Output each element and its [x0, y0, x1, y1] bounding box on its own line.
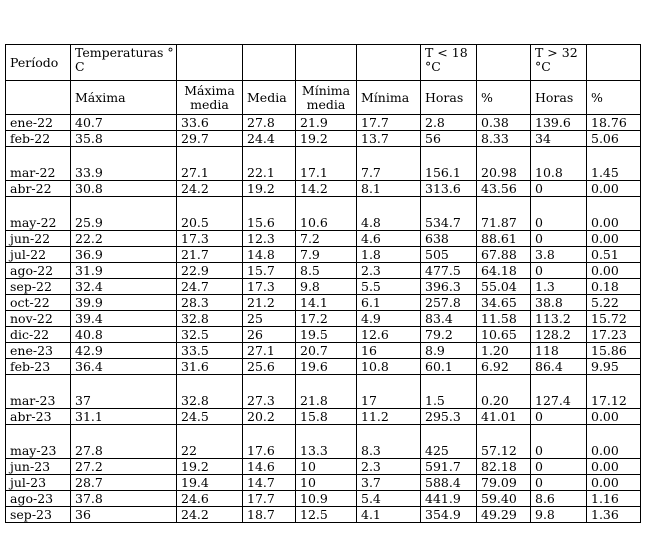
value-cell: 156.1 [421, 147, 477, 181]
value-cell: 40.8 [71, 327, 177, 343]
value-cell: 0 [531, 425, 587, 459]
value-cell: 9.8 [531, 507, 587, 523]
value-cell: 1.5 [421, 375, 477, 409]
value-cell: 118 [531, 343, 587, 359]
value-cell: 14.2 [296, 181, 357, 197]
table-row [6, 375, 641, 409]
value-cell: 313.6 [421, 181, 477, 197]
value-cell: 7.7 [357, 147, 421, 181]
header-cell-empty [357, 45, 421, 81]
value-cell: 36.9 [71, 247, 177, 263]
value-cell: 12.6 [357, 327, 421, 343]
value-cell: 33.6 [177, 115, 243, 131]
value-cell: 6.92 [477, 359, 531, 375]
value-cell: 396.3 [421, 279, 477, 295]
value-cell: 4.8 [357, 197, 421, 231]
value-cell: 0.00 [587, 197, 641, 231]
period-cell: may-22 [6, 197, 71, 231]
period-cell: ago-22 [6, 263, 71, 279]
value-cell: 0 [531, 197, 587, 231]
table-row [6, 359, 641, 375]
table-row [6, 197, 641, 231]
value-cell: 82.18 [477, 459, 531, 475]
value-cell: 8.33 [477, 131, 531, 147]
value-cell: 19.4 [177, 475, 243, 491]
header-cell-below-18: T < 18 °C [421, 45, 477, 81]
table-row [6, 491, 641, 507]
value-cell: 9.95 [587, 359, 641, 375]
value-cell: 55.04 [477, 279, 531, 295]
value-cell: 24.7 [177, 279, 243, 295]
header-cell-empty [177, 45, 243, 81]
value-cell: 0.00 [587, 231, 641, 247]
table-row [6, 115, 641, 131]
value-cell: 20.98 [477, 147, 531, 181]
value-cell: 425 [421, 425, 477, 459]
value-cell: 19.6 [296, 359, 357, 375]
value-cell: 3.7 [357, 475, 421, 491]
header-cell-empty [6, 81, 71, 115]
header-cell-mean: Media [243, 81, 296, 115]
period-cell: jul-23 [6, 475, 71, 491]
value-cell: 33.9 [71, 147, 177, 181]
period-cell: ene-22 [6, 115, 71, 131]
header-cell-empty [243, 45, 296, 81]
value-cell: 17.2 [296, 311, 357, 327]
value-cell: 10.9 [296, 491, 357, 507]
header-cell-hours-above: Horas [531, 81, 587, 115]
value-cell: 11.2 [357, 409, 421, 425]
value-cell: 14.7 [243, 475, 296, 491]
value-cell: 15.7 [243, 263, 296, 279]
value-cell: 8.9 [421, 343, 477, 359]
value-cell: 18.76 [587, 115, 641, 131]
value-cell: 15.86 [587, 343, 641, 359]
value-cell: 5.5 [357, 279, 421, 295]
value-cell: 27.8 [71, 425, 177, 459]
value-cell: 27.1 [243, 343, 296, 359]
value-cell: 113.2 [531, 311, 587, 327]
value-cell: 19.5 [296, 327, 357, 343]
value-cell: 83.4 [421, 311, 477, 327]
value-cell: 38.8 [531, 295, 587, 311]
value-cell: 39.4 [71, 311, 177, 327]
value-cell: 25 [243, 311, 296, 327]
value-cell: 17.3 [243, 279, 296, 295]
period-cell: dic-22 [6, 327, 71, 343]
table-row [6, 327, 641, 343]
value-cell: 39.9 [71, 295, 177, 311]
value-cell: 14.6 [243, 459, 296, 475]
value-cell: 9.8 [296, 279, 357, 295]
header-cell-pct-below: % [477, 81, 531, 115]
value-cell: 441.9 [421, 491, 477, 507]
header-cell-empty [296, 45, 357, 81]
table-row [6, 147, 641, 181]
value-cell: 5.4 [357, 491, 421, 507]
value-cell: 21.7 [177, 247, 243, 263]
period-cell: oct-22 [6, 295, 71, 311]
table-row [6, 247, 641, 263]
value-cell: 86.4 [531, 359, 587, 375]
period-cell: may-23 [6, 425, 71, 459]
value-cell: 21.8 [296, 375, 357, 409]
value-cell: 0.20 [477, 375, 531, 409]
value-cell: 19.2 [243, 181, 296, 197]
value-cell: 22.9 [177, 263, 243, 279]
table-row [6, 279, 641, 295]
value-cell: 17.3 [177, 231, 243, 247]
value-cell: 3.8 [531, 247, 587, 263]
value-cell: 534.7 [421, 197, 477, 231]
value-cell: 12.5 [296, 507, 357, 523]
period-cell: jun-22 [6, 231, 71, 247]
header-cell-above-32: T > 32 °C [531, 45, 587, 81]
value-cell: 24.6 [177, 491, 243, 507]
header-cell-empty [587, 45, 641, 81]
value-cell: 16 [357, 343, 421, 359]
value-cell: 15.8 [296, 409, 357, 425]
table-row [6, 507, 641, 523]
value-cell: 12.3 [243, 231, 296, 247]
header-cell-empty [477, 45, 531, 81]
value-cell: 36 [71, 507, 177, 523]
value-cell: 13.3 [296, 425, 357, 459]
value-cell: 127.4 [531, 375, 587, 409]
value-cell: 27.2 [71, 459, 177, 475]
value-cell: 42.9 [71, 343, 177, 359]
period-cell: nov-22 [6, 311, 71, 327]
value-cell: 0 [531, 475, 587, 491]
value-cell: 0 [531, 231, 587, 247]
table-row [6, 409, 641, 425]
value-cell: 1.3 [531, 279, 587, 295]
value-cell: 11.58 [477, 311, 531, 327]
period-cell: feb-23 [6, 359, 71, 375]
table-row [6, 181, 641, 197]
value-cell: 6.1 [357, 295, 421, 311]
value-cell: 32.4 [71, 279, 177, 295]
value-cell: 638 [421, 231, 477, 247]
value-cell: 21.2 [243, 295, 296, 311]
value-cell: 28.7 [71, 475, 177, 491]
table-row [6, 425, 641, 459]
period-cell: sep-22 [6, 279, 71, 295]
value-cell: 27.8 [243, 115, 296, 131]
header-cell-hours-below: Horas [421, 81, 477, 115]
value-cell: 15.6 [243, 197, 296, 231]
value-cell: 1.20 [477, 343, 531, 359]
value-cell: 22 [177, 425, 243, 459]
value-cell: 588.4 [421, 475, 477, 491]
value-cell: 128.2 [531, 327, 587, 343]
value-cell: 17.12 [587, 375, 641, 409]
value-cell: 24.5 [177, 409, 243, 425]
value-cell: 8.6 [531, 491, 587, 507]
table-row [6, 295, 641, 311]
value-cell: 20.7 [296, 343, 357, 359]
value-cell: 10 [296, 475, 357, 491]
header-cell-max: Máxima [71, 81, 177, 115]
period-cell: feb-22 [6, 131, 71, 147]
header-cell-pct-above: % [587, 81, 641, 115]
value-cell: 27.3 [243, 375, 296, 409]
value-cell: 139.6 [531, 115, 587, 131]
value-cell: 2.3 [357, 263, 421, 279]
value-cell: 21.9 [296, 115, 357, 131]
value-cell: 591.7 [421, 459, 477, 475]
value-cell: 4.6 [357, 231, 421, 247]
value-cell: 0 [531, 409, 587, 425]
table-row [6, 475, 641, 491]
value-cell: 32.5 [177, 327, 243, 343]
value-cell: 14.1 [296, 295, 357, 311]
value-cell: 19.2 [296, 131, 357, 147]
value-cell: 34 [531, 131, 587, 147]
table-row [6, 311, 641, 327]
header-row-columns [6, 81, 641, 115]
value-cell: 17.6 [243, 425, 296, 459]
value-cell: 10.8 [531, 147, 587, 181]
value-cell: 4.1 [357, 507, 421, 523]
value-cell: 64.18 [477, 263, 531, 279]
value-cell: 0.00 [587, 181, 641, 197]
period-cell: abr-22 [6, 181, 71, 197]
value-cell: 7.9 [296, 247, 357, 263]
value-cell: 0 [531, 181, 587, 197]
value-cell: 17.1 [296, 147, 357, 181]
temperature-table [5, 44, 641, 523]
table-row [6, 231, 641, 247]
header-cell-min-mean: Mínima media [296, 81, 357, 115]
value-cell: 56 [421, 131, 477, 147]
value-cell: 10.6 [296, 197, 357, 231]
value-cell: 10.8 [357, 359, 421, 375]
value-cell: 27.1 [177, 147, 243, 181]
value-cell: 17.7 [357, 115, 421, 131]
value-cell: 32.8 [177, 311, 243, 327]
value-cell: 354.9 [421, 507, 477, 523]
period-cell: sep-23 [6, 507, 71, 523]
header-cell-period: Período [6, 45, 71, 81]
value-cell: 13.7 [357, 131, 421, 147]
value-cell: 0.38 [477, 115, 531, 131]
value-cell: 17 [357, 375, 421, 409]
period-cell: jul-22 [6, 247, 71, 263]
value-cell: 19.2 [177, 459, 243, 475]
value-cell: 5.22 [587, 295, 641, 311]
value-cell: 477.5 [421, 263, 477, 279]
value-cell: 18.7 [243, 507, 296, 523]
value-cell: 8.3 [357, 425, 421, 459]
value-cell: 17.7 [243, 491, 296, 507]
value-cell: 49.29 [477, 507, 531, 523]
header-cell-max-mean: Máxima media [177, 81, 243, 115]
value-cell: 15.72 [587, 311, 641, 327]
value-cell: 0.18 [587, 279, 641, 295]
value-cell: 40.7 [71, 115, 177, 131]
period-cell: abr-23 [6, 409, 71, 425]
value-cell: 59.40 [477, 491, 531, 507]
value-cell: 14.8 [243, 247, 296, 263]
temperature-table-container [5, 44, 640, 523]
value-cell: 1.16 [587, 491, 641, 507]
value-cell: 1.8 [357, 247, 421, 263]
value-cell: 30.8 [71, 181, 177, 197]
value-cell: 37 [71, 375, 177, 409]
table-row [6, 459, 641, 475]
value-cell: 4.9 [357, 311, 421, 327]
header-cell-temperatures: Temperaturas °C [71, 45, 177, 81]
value-cell: 29.7 [177, 131, 243, 147]
period-cell: ene-23 [6, 343, 71, 359]
value-cell: 17.23 [587, 327, 641, 343]
value-cell: 79.2 [421, 327, 477, 343]
value-cell: 505 [421, 247, 477, 263]
value-cell: 25.6 [243, 359, 296, 375]
value-cell: 32.8 [177, 375, 243, 409]
value-cell: 10.65 [477, 327, 531, 343]
value-cell: 0.00 [587, 409, 641, 425]
value-cell: 24.4 [243, 131, 296, 147]
value-cell: 28.3 [177, 295, 243, 311]
value-cell: 24.2 [177, 507, 243, 523]
value-cell: 5.06 [587, 131, 641, 147]
value-cell: 22.2 [71, 231, 177, 247]
table-row [6, 343, 641, 359]
value-cell: 37.8 [71, 491, 177, 507]
value-cell: 2.3 [357, 459, 421, 475]
value-cell: 34.65 [477, 295, 531, 311]
value-cell: 36.4 [71, 359, 177, 375]
value-cell: 0.00 [587, 459, 641, 475]
value-cell: 10 [296, 459, 357, 475]
period-cell: mar-22 [6, 147, 71, 181]
value-cell: 20.2 [243, 409, 296, 425]
value-cell: 20.5 [177, 197, 243, 231]
value-cell: 0.00 [587, 425, 641, 459]
value-cell: 8.1 [357, 181, 421, 197]
period-cell: jun-23 [6, 459, 71, 475]
value-cell: 71.87 [477, 197, 531, 231]
value-cell: 22.1 [243, 147, 296, 181]
value-cell: 57.12 [477, 425, 531, 459]
period-cell: ago-23 [6, 491, 71, 507]
value-cell: 31.1 [71, 409, 177, 425]
value-cell: 60.1 [421, 359, 477, 375]
value-cell: 0.00 [587, 475, 641, 491]
value-cell: 25.9 [71, 197, 177, 231]
value-cell: 67.88 [477, 247, 531, 263]
value-cell: 41.01 [477, 409, 531, 425]
value-cell: 1.45 [587, 147, 641, 181]
value-cell: 295.3 [421, 409, 477, 425]
value-cell: 26 [243, 327, 296, 343]
value-cell: 33.5 [177, 343, 243, 359]
value-cell: 0 [531, 459, 587, 475]
table-row [6, 131, 641, 147]
value-cell: 31.6 [177, 359, 243, 375]
header-cell-min: Mínima [357, 81, 421, 115]
value-cell: 8.5 [296, 263, 357, 279]
table-row [6, 263, 641, 279]
value-cell: 2.8 [421, 115, 477, 131]
value-cell: 35.8 [71, 131, 177, 147]
value-cell: 0.51 [587, 247, 641, 263]
value-cell: 31.9 [71, 263, 177, 279]
period-cell: mar-23 [6, 375, 71, 409]
value-cell: 43.56 [477, 181, 531, 197]
value-cell: 0 [531, 263, 587, 279]
value-cell: 7.2 [296, 231, 357, 247]
value-cell: 0.00 [587, 263, 641, 279]
value-cell: 79.09 [477, 475, 531, 491]
header-row-group [6, 45, 641, 81]
value-cell: 257.8 [421, 295, 477, 311]
value-cell: 24.2 [177, 181, 243, 197]
value-cell: 88.61 [477, 231, 531, 247]
value-cell: 1.36 [587, 507, 641, 523]
